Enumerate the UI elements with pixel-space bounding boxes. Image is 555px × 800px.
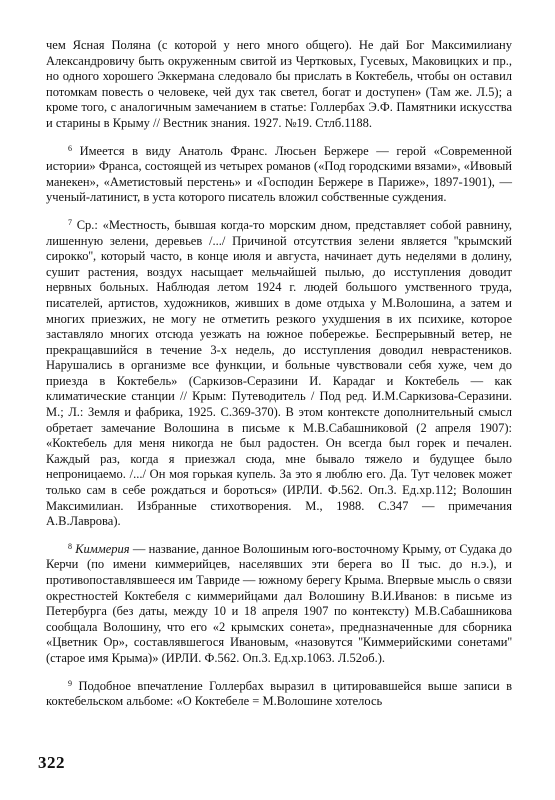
footnote-9	[46, 679, 512, 710]
footnote-text: — название, данное Волошиным юго-восточному Крыму, от Судака до Керчи (по имени киммерийцев, населявших эти берега во II тыс. до н.э.), и противопоставлявшееся им Тавриде — южному берегу Крыма. Впервые мысль о связи окрестностей Коктебеля с киммерийцами дал Волошину В.И.Иванов: в письме из Петербурга (без даты, между 10 и 18 апреля 1907 по контексту) М.В.Сабашникова сообщала Волошину, что его «2 крымских сонета», предназначенные для сборника «Цветник Ор», составлявшегося Ивановым, «назовутся ''Киммерийскими сонетами'' (старое имя Крыма)» (ИРЛИ. Ф.562. Оп.3. Ед.хр.1063. Л.52об.).	[46, 541, 512, 665]
footnote-marker: 7	[68, 217, 72, 227]
footnote-text: Подобное впечатление Голлербах выразил в цитировавшейся выше записи в коктебельском альбоме: «О Коктебеле = М.Волошине хотелось	[46, 678, 512, 709]
page-number: 322	[38, 753, 65, 772]
footnote-marker: 8	[68, 541, 72, 551]
footnote-marker: 6	[68, 143, 72, 153]
note-text: чем Ясная Поляна (с которой у него много общего). Не дай Бог Максимилиану Александровичу быть окруженным свитой из Чертковых, Гусевых, Маковицких и пр., но одного хорошего Эккермана следовало бы прислать в Коктебель, чтобы он оставил потомкам повесть о человеке, чей дух так светел, богат и доступен» (Там же. Л.5); а кроме того, с аналогичным замечанием в статье: Голлербах Э.Ф. Памятники искусства и старины в Крыму // Вестник знания. 1927. №19. Стлб.1188.	[46, 38, 512, 130]
footnote-6	[46, 144, 512, 206]
footnote-8	[46, 542, 512, 667]
footnote-marker: 9	[68, 678, 72, 688]
footnote-7	[46, 218, 512, 530]
footnote-term: Киммерия	[75, 541, 130, 556]
footnote-text: Ср.: «Местность, бывшая когда-то морским дном, представляет собой равнину, лишенную зелени, деревьев /.../ Причиной отсутствия зелени является ''крымский сирокко'', который часто, в конце июля и августа, начинает дуть неделями в долину, сушит растения, воздух насыщает мельчайшей пылью, до исступления доводит нервных больных. Наблюдая летом 1924 г. людей большого умственного труда, писателей, артистов, художников, живших в доме отдыха у М.Волошина, а затем и многих приезжих, не могу не отметить резкого ухудшения в их психике, которое заставляло многих отсюда уезжать на южное побережье. Беспрерывный ветер, не прекращавшийся в течение 3-х недель, до исступления доводил неврастеников. Нарушались в организме все функции, и больные чувствовали себя хуже, чем до приезда в Коктебель» (Саркизов-Серазини И. Карадаг и Коктебель — как климатические станции // Крым: Путеводитель / Под ред. И.М.Саркизова-Серазини. М.; Л.: Земля и фабрика, 1925. С.369-370). В этом контексте дополнительный смысл обретает замечание Волошина в письме к М.В.Сабашниковой (2 апреля 1907): «Коктебель для меня никогда не был радостен. Он всегда был горек и печален. Каждый раз, когда я приезжал сюда, мне бывало тяжело и будущее было непроницаемо. /.../ Он моя горькая купель. За это я люблю его. Да. Тут человек может только сам в себе рождаться и бороться» (ИРЛИ. Ф.562. Оп.3. Ед.хр.112; Волошин Максимилиан. Избранные стихотворения. М., 1988. С.347 — примечания А.В.Лаврова).	[46, 217, 512, 529]
note-continuation	[46, 38, 512, 132]
notes-body	[46, 38, 512, 710]
footnote-text: Имеется в виду Анатоль Франс. Люсьен Бержере — герой «Современной истории» Франса, состоящей из четырех романов («Под городскими вязами», «Ивовый манекен», «Аметистовый перстень» и «Господин Бержере в Париже», 1897-1901), — ученый-латинист, в уста которого писатель вложил собственные суждения.	[46, 143, 512, 205]
